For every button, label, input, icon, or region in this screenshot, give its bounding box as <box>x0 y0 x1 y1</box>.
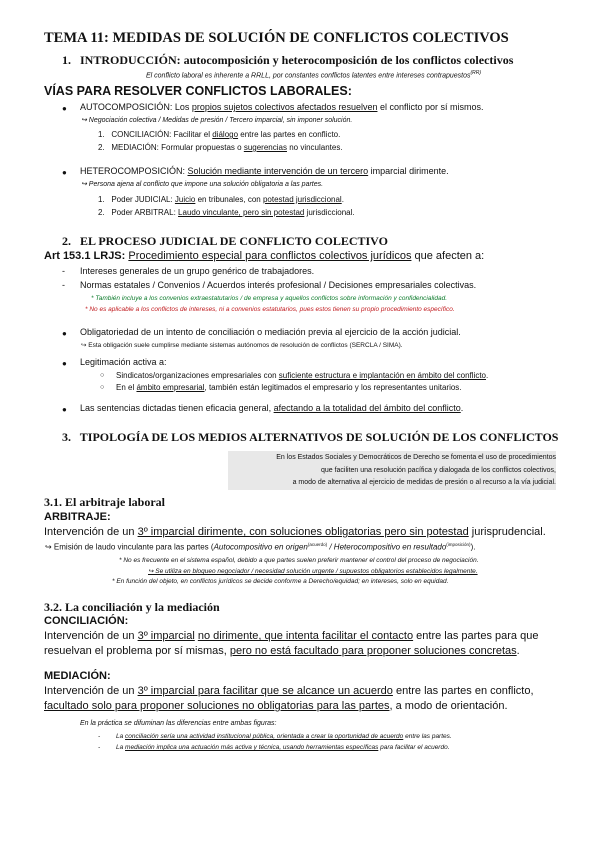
obligatoriedad-sub: ↪ Esta obligación suele cumplirse mediante sistemas autónomos de resolución de conflictos (SERCLA / SIMA). <box>81 342 403 349</box>
arbitraje-note-3: * En función del objeto, en conflictos jurídicos se decide conforme a Derecho/equidad; en intereses, solo en equidad. <box>112 578 449 585</box>
subsection-3-1-heading: 3.1. El arbitraje laboral <box>44 495 165 509</box>
dash-item-1: - Intereses generales de un grupo genérico de trabajadores. <box>80 266 314 276</box>
heterocomposicion-item: ● HETEROCOMPOSICIÓN: Solución mediante intervención de un tercero imparcial dirimente. <box>80 166 449 176</box>
judicial-item: 1. Poder JUDICIAL: Juicio en tribunales, con potestad jurisdiccional. <box>98 195 344 204</box>
emision-line: ↪ Emisión de laudo vinculante para las partes (Autocompositivo en origen$^{(acuerdo)}$ / Heterocompositivo en resultado$^{(imposición)}$). <box>45 542 476 552</box>
mediacion-line-1: Intervención de un 3º imparcial para facilitar que se alcance un acuerdo entre las partes en conflicto, <box>44 685 534 697</box>
conciliacion-item: 1. CONCILIACIÓN: Facilitar el diálogo entre las partes en conflicto. <box>98 130 341 139</box>
page-title: TEMA 11: MEDIDAS DE SOLUCIÓN DE CONFLICTOS COLECTIVOS <box>44 30 509 46</box>
mediacion-item: 2. MEDIACIÓN: Formular propuestas o sugerencias no vinculantes. <box>98 143 343 152</box>
section-1-heading <box>62 53 513 68</box>
red-note: * No es aplicable a los conflictos de intereses, ni a convenios estatutarios, pues estos tienen su propio procedimiento específico. <box>85 306 455 313</box>
dash-item-2: - Normas estatales / Convenios / Acuerdos interés profesional / Decisiones empresariales colectivas. <box>80 280 476 290</box>
section-number: 1. <box>62 53 71 67</box>
obligatoriedad-item: ● Obligatoriedad de un intento de conciliación o mediación previa al ejercicio de la acción judicial. <box>80 327 461 337</box>
section-2-heading: 2. EL PROCESO JUDICIAL DE CONFLICTO COLECTIVO <box>62 234 388 248</box>
conciliacion-line-2: resuelvan el problema por sí mismas, pero no está facultado para proponer soluciones concretas. <box>44 645 520 657</box>
autocomposicion-item: ● AUTOCOMPOSICIÓN: Los propios sujetos colectivos afectados resuelven el conflicto por sí mismos. <box>80 102 484 112</box>
mediacion-line-2: facultado solo para proponer soluciones no obligatorias para las partes, a modo de orientación. <box>44 700 508 712</box>
legitimacion-item: ● Legitimación activa a: <box>80 357 167 367</box>
section-title: INTRODUCCIÓN: autocomposición y heterocomposición de los conflictos colectivos <box>80 53 514 67</box>
practica-item-1: - La conciliación sería una actividad institucional pública, orientada a crear la oportunidad de acuerdo entre las partes. <box>116 733 452 740</box>
arbitraje-paragraph: Intervención de un 3º imparcial dirimente, con soluciones obligatorias pero sin potestad jurisprudencial. <box>44 526 546 538</box>
legitimacion-sub-2: ○ En el ámbito empresarial, también están legitimados el empresario y los representantes unitarios. <box>116 383 462 392</box>
legitimacion-sub-1: ○ Sindicatos/organizaciones empresariales con suficiente estructura e implantación en ámbito del conflicto. <box>116 371 488 380</box>
art-line: Art 153.1 LRJS: Procedimiento especial para conflictos colectivos jurídicos que afecten a: <box>44 250 485 262</box>
vias-heading: VÍAS PARA RESOLVER CONFLICTOS LABORALES: <box>44 84 352 98</box>
section-3-heading: 3. TIPOLOGÍA DE LOS MEDIOS ALTERNATIVOS DE SOLUCIÓN DE LOS CONFLICTOS <box>62 430 559 444</box>
arbitraje-note-1: * No es frecuente en el sistema español, debido a que partes suelen preferir mantener el control del proceso de negociación. <box>119 557 479 564</box>
green-note: * También incluye a los convenios extraestatutarios / de empresa y aquellos conflictos sobre información y confidencialidad. <box>91 295 448 302</box>
sentencias-item: ● Las sentencias dictadas tienen eficacia general, afectando a la totalidad del ámbito del conflicto. <box>80 403 463 413</box>
conciliacion-line-1: Intervención de un 3º imparcial no dirimente, que intenta facilitar el contacto entre las partes para que <box>44 630 539 642</box>
practica-intro: En la práctica se difuminan las diferencias entre ambas figuras: <box>80 720 277 727</box>
arbitraje-note-2: ↪ Se utiliza en bloqueo negociador / necesidad solución urgente / supuestos obligatorios establecidos legalmente. <box>148 568 478 575</box>
conciliacion-label: CONCILIACIÓN: <box>44 615 129 627</box>
practica-item-2: - La mediación implica una actuación más activa y técnica, usando herramientas específicas para facilitar el acuerdo. <box>116 744 450 751</box>
intro-note: El conflicto laboral es inherente a RRLL, por constantes conflictos latentes entre intereses contrapuestos$^{(RR)}$ <box>146 70 482 80</box>
arbitral-item: 2. Poder ARBITRAL: Laudo vinculante, pero sin potestad jurisdiccional. <box>98 208 355 217</box>
info-box: En los Estados Sociales y Democráticos de Derecho se fomenta el uso de procedimientos que faciliten una resolución pacífica y dialogada de los conflictos colectivos, a modo de alternativa al ejercicio de medidas de presión o al recurso a la vía judicial. <box>228 451 556 490</box>
subsection-3-2-heading: 3.2. La conciliación y la mediación <box>44 600 220 614</box>
arbitraje-label: ARBITRAJE: <box>44 511 111 523</box>
mediacion-label: MEDIACIÓN: <box>44 670 111 682</box>
heterocomposicion-sub: ↪ Persona ajena al conflicto que impone una solución obligatoria a las partes. <box>81 181 324 188</box>
autocomposicion-sub: ↪ Negociación colectiva / Medidas de presión / Tercero imparcial, sin imponer solución. <box>81 117 353 124</box>
